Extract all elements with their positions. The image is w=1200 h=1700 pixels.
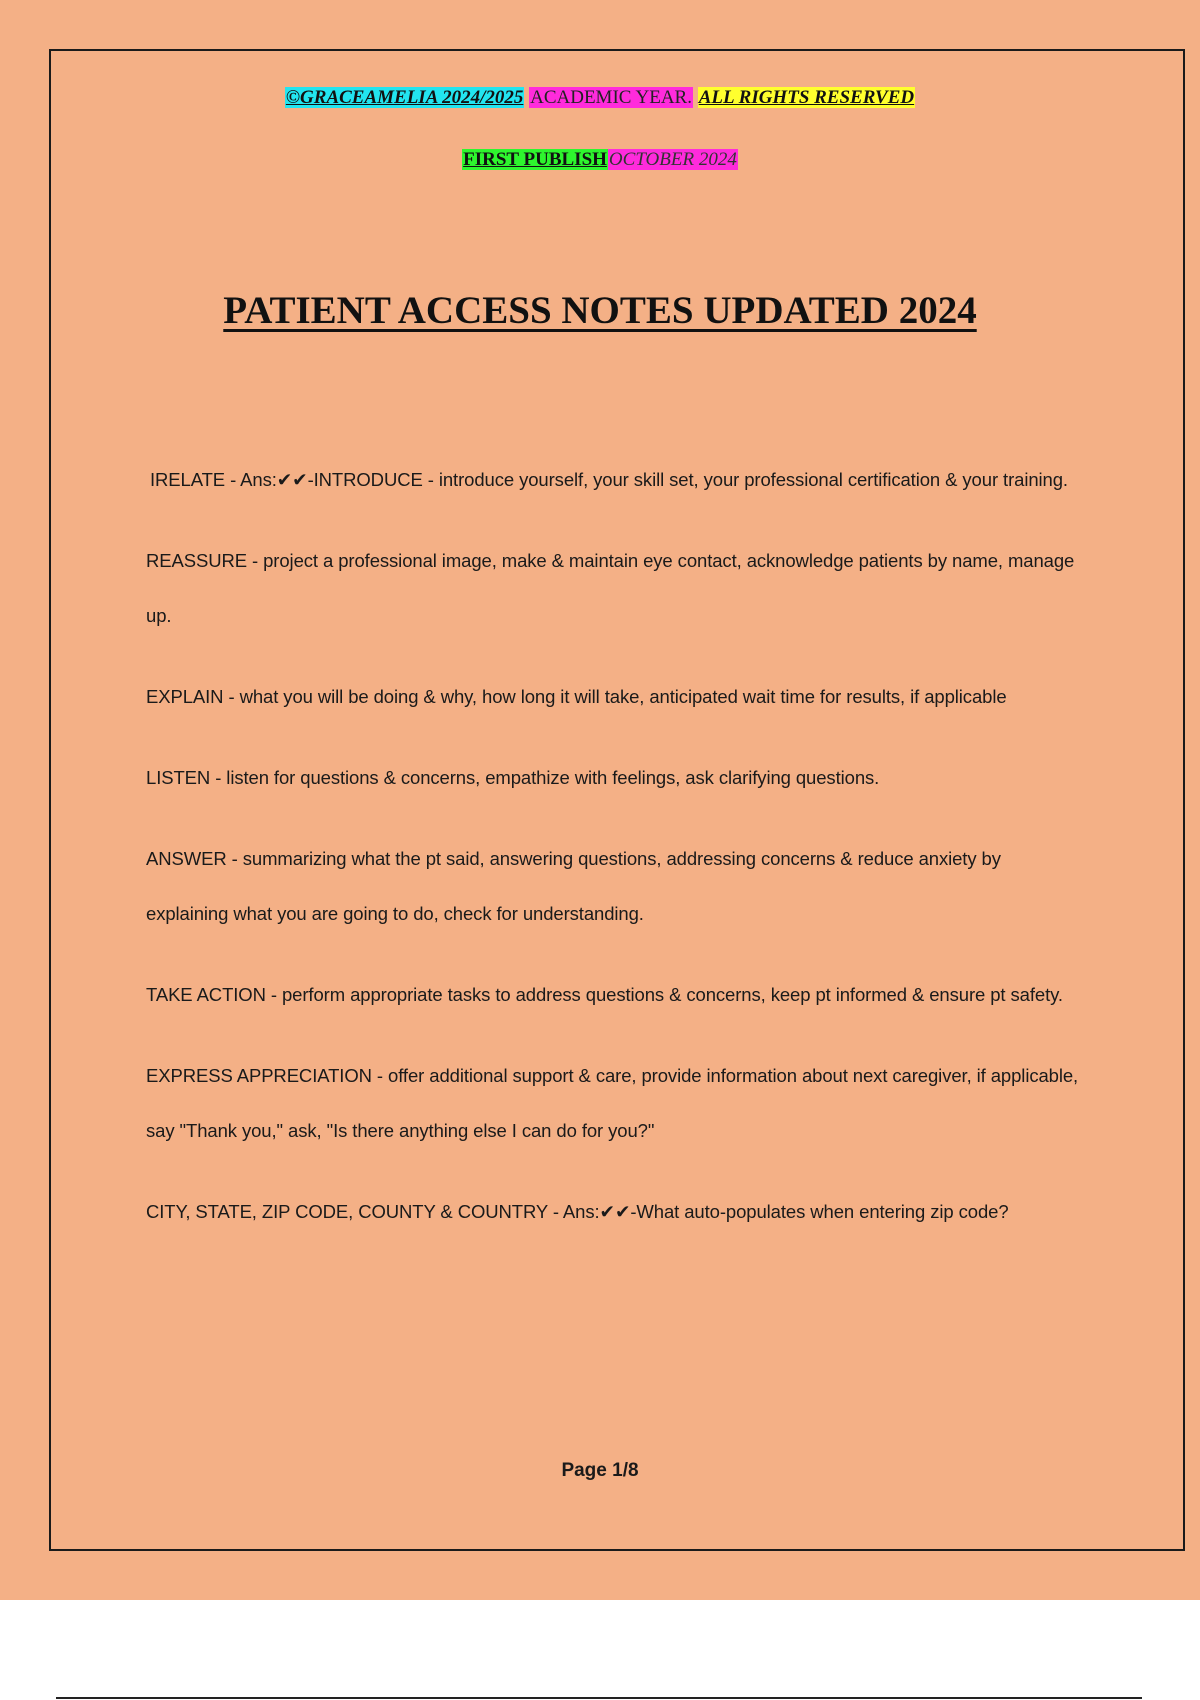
publish-month-highlight: OCTOBER 2024 xyxy=(608,149,737,170)
rights-reserved-highlight: ALL RIGHTS RESERVED xyxy=(698,87,915,108)
first-publish-highlight: FIRST PUBLISH xyxy=(463,149,607,170)
note-entry: TAKE ACTION - perform appropriate tasks to address questions & concerns, keep pt informed & ensure pt safety. xyxy=(146,984,1063,1005)
note-entry: LISTEN - listen for questions & concerns, empathize with feelings, ask clarifying questions. xyxy=(146,767,880,788)
note-entry: EXPRESS APPRECIATION - offer additional support & care, provide information about next caregiver, if applicable, say "Thank you," ask, "Is there anything else I can do for you?" xyxy=(146,1065,1079,1141)
note-entry: CITY, STATE, ZIP CODE, COUNTY & COUNTRY - Ans:✔✔-What auto-populates when entering zip code? xyxy=(146,1201,1009,1222)
note-entry: EXPLAIN - what you will be doing & why, how long it will take, anticipated wait time for results, if applicable xyxy=(146,686,1007,707)
note-entry: IRELATE - Ans:✔✔-INTRODUCE - introduce yourself, your skill set, your professional certification & your training. xyxy=(150,469,1068,490)
header-copyright-line xyxy=(0,86,1200,110)
academic-year-highlight: ACADEMIC YEAR. xyxy=(530,87,692,108)
note-entry: ANSWER - summarizing what the pt said, answering questions, addressing concerns & reduce anxiety by explaining what you are going to do, check for understanding. xyxy=(146,848,1001,924)
next-page-divider xyxy=(56,1697,1142,1699)
header-publish-line xyxy=(0,148,1200,172)
document-title: PATIENT ACCESS NOTES UPDATED 2024 xyxy=(223,289,977,332)
notes-body xyxy=(146,452,1086,1265)
copyright-highlight: ©GRACEAMELIA 2024/2025 xyxy=(285,87,524,108)
page-number: Page 1/8 xyxy=(561,1460,639,1481)
note-entry: REASSURE - project a professional image, make & maintain eye contact, acknowledge patients by name, manage up. xyxy=(146,550,1075,626)
